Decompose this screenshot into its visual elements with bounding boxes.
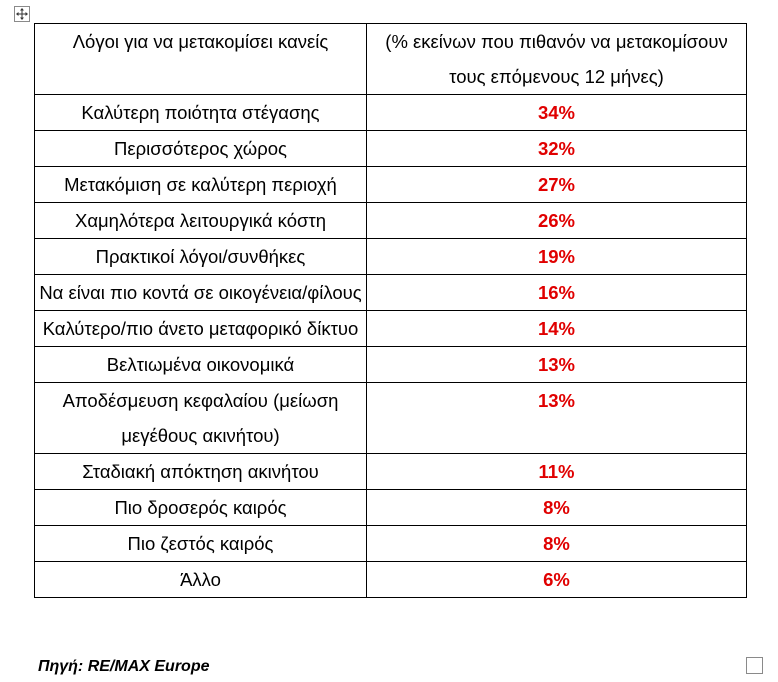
moving-reasons-table bbox=[34, 23, 747, 598]
move-arrows-icon bbox=[16, 8, 28, 20]
reason-cell: Πιο δροσερός καιρός bbox=[35, 490, 367, 526]
header-share-cell: (% εκείνων που πιθανόν να μετακομίσουν τους επόμενους 12 μήνες) bbox=[367, 24, 747, 95]
percentage-cell: 16% bbox=[367, 275, 747, 311]
reason-cell: Βελτιωμένα οικονομικά bbox=[35, 347, 367, 383]
reason-cell: Μετακόμιση σε καλύτερη περιοχή bbox=[35, 167, 367, 203]
percentage-cell: 26% bbox=[367, 203, 747, 239]
reason-cell: Να είναι πιο κοντά σε οικογένεια/φίλους bbox=[35, 275, 367, 311]
table-row bbox=[35, 490, 747, 526]
source-note: Πηγή: RE/MAX Europe bbox=[38, 658, 210, 675]
table-move-handle-icon[interactable] bbox=[14, 6, 30, 22]
table-row bbox=[35, 203, 747, 239]
table-row bbox=[35, 347, 747, 383]
reason-cell: Πιο ζεστός καιρός bbox=[35, 526, 367, 562]
percentage-cell: 8% bbox=[367, 526, 747, 562]
percentage-cell: 13% bbox=[367, 347, 747, 383]
percentage-cell: 8% bbox=[367, 490, 747, 526]
table-row bbox=[35, 562, 747, 598]
table-header-row bbox=[35, 24, 747, 95]
table-row bbox=[35, 454, 747, 490]
table-resize-handle-icon[interactable] bbox=[746, 657, 763, 674]
percentage-cell: 19% bbox=[367, 239, 747, 275]
percentage-cell: 32% bbox=[367, 131, 747, 167]
percentage-cell: 11% bbox=[367, 454, 747, 490]
header-reason-cell: Λόγοι για να μετακομίσει κανείς bbox=[35, 24, 367, 95]
percentage-cell: 34% bbox=[367, 95, 747, 131]
table-row bbox=[35, 131, 747, 167]
percentage-cell: 27% bbox=[367, 167, 747, 203]
percentage-cell: 13% bbox=[367, 383, 747, 454]
table-row bbox=[35, 167, 747, 203]
table-row bbox=[35, 239, 747, 275]
percentage-cell: 14% bbox=[367, 311, 747, 347]
table-row bbox=[35, 311, 747, 347]
reason-cell: Καλύτερη ποιότητα στέγασης bbox=[35, 95, 367, 131]
reason-cell: Σταδιακή απόκτηση ακινήτου bbox=[35, 454, 367, 490]
reason-cell: Πρακτικοί λόγοι/συνθήκες bbox=[35, 239, 367, 275]
reason-cell: Καλύτερο/πιο άνετο μεταφορικό δίκτυο bbox=[35, 311, 367, 347]
reason-cell: Άλλο bbox=[35, 562, 367, 598]
reason-cell: Χαμηλότερα λειτουργικά κόστη bbox=[35, 203, 367, 239]
table-row bbox=[35, 526, 747, 562]
table-row bbox=[35, 95, 747, 131]
table-row bbox=[35, 275, 747, 311]
percentage-cell: 6% bbox=[367, 562, 747, 598]
reason-cell: Περισσότερος χώρος bbox=[35, 131, 367, 167]
reason-cell: Αποδέσμευση κεφαλαίου (μείωση μεγέθους ακινήτου) bbox=[35, 383, 367, 454]
table-row bbox=[35, 383, 747, 454]
